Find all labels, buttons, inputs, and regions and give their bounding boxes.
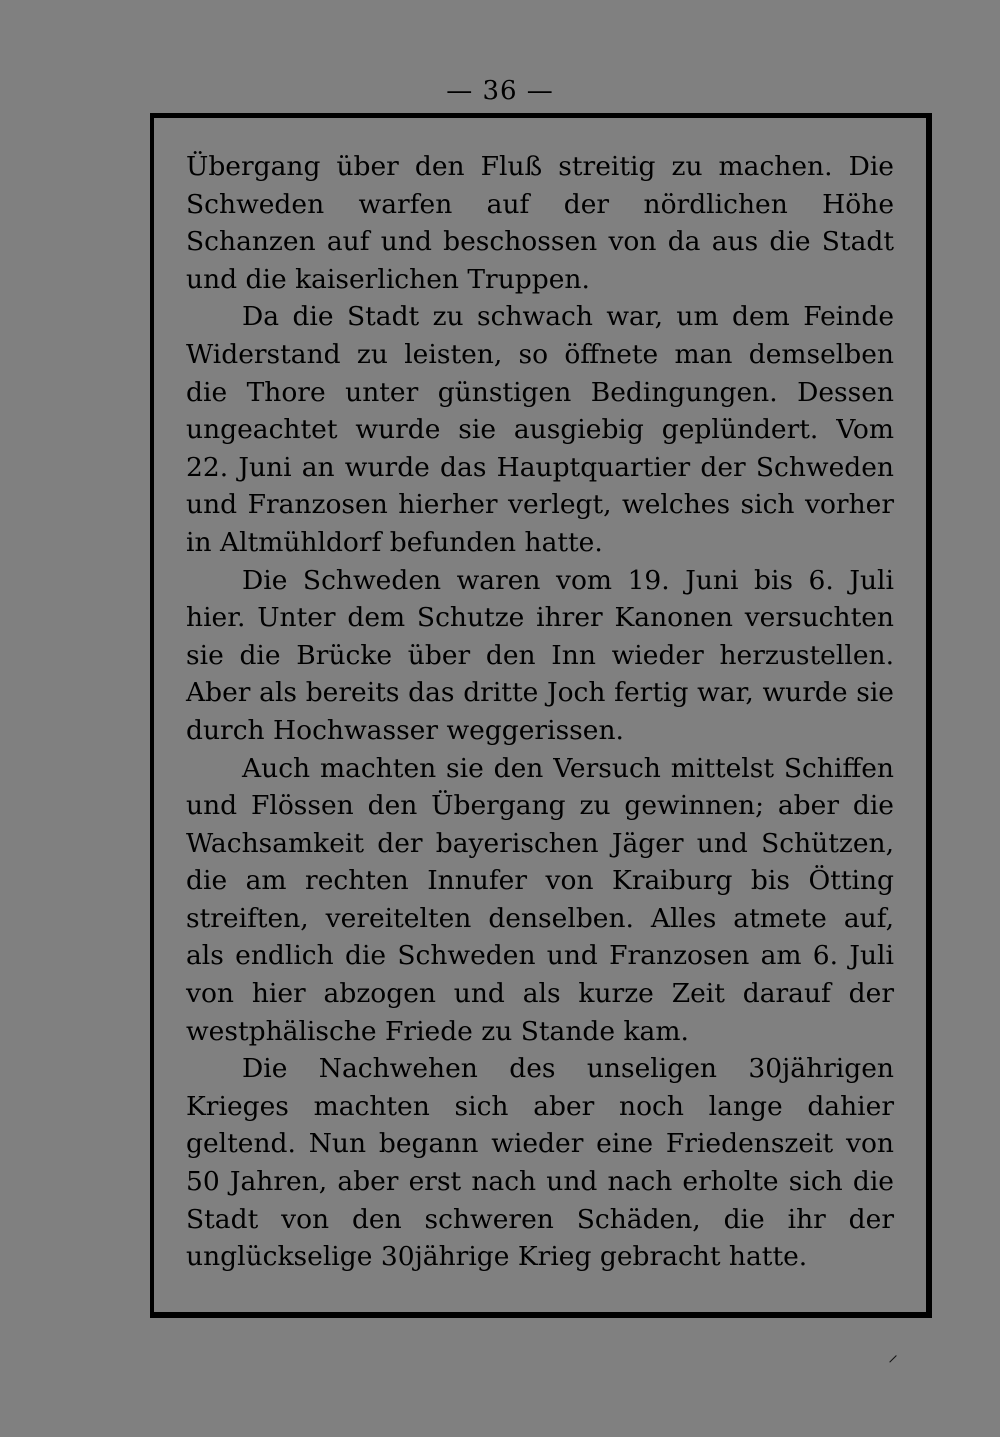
paragraph-1: Übergang über den Fluß streitig zu machen. Die Schweden warfen auf der nördlichen Höhe Schanzen auf und beschossen von da aus die Stadt und die kaiserlichen Truppen. (186, 151, 894, 295)
paragraph-4: Auch machten sie den Versuch mittelst Schiffen und Flössen den Übergang zu gewinnen; aber die Wachsamkeit der bayerischen Jäger und Schützen, die am rechten Innufer von Kraiburg bis Ötting streiften, vereitelten denselben. Alles atmete auf, als endlich die Schweden und Franzosen am 6. Juli von hier abzogen und als kurze Zeit darauf der westphälische Friede zu Stande kam. (186, 752, 894, 1047)
paragraph-2: Da die Stadt zu schwach war, um dem Feinde Widerstand zu leisten, so öffnete man demselben die Thore unter günstigen Bedingungen. Dessen ungeachtet wurde sie ausgiebig geplündert. Vom 22. Juni an wurde das Hauptquartier der Schweden und Franzosen hierher verlegt, welches sich vorher in Altmühldorf befunden hatte. (186, 301, 894, 558)
paragraph-5: Die Nachwehen des unseligen 30jährigen Krieges machten sich aber noch lange dahier geltend. Nun begann wieder eine Friedenszeit von 50 Jahren, aber erst nach und nach erholte sich die Stadt von den schweren Schäden, die ihr der unglückselige 30jährige Krieg gebracht hatte. (186, 1053, 894, 1273)
page-number: — 36 — (446, 76, 554, 106)
margin-mark: ⸝ (888, 1342, 898, 1366)
paragraph-3: Die Schweden waren vom 19. Juni bis 6. Juli hier. Unter dem Schutze ihrer Kanonen versuchten sie die Brücke über den Inn wieder herzustellen. Aber als bereits das dritte Joch fertig war, wurde sie durch Hochwasser weggerissen. (186, 564, 894, 746)
body-text (186, 148, 894, 1276)
